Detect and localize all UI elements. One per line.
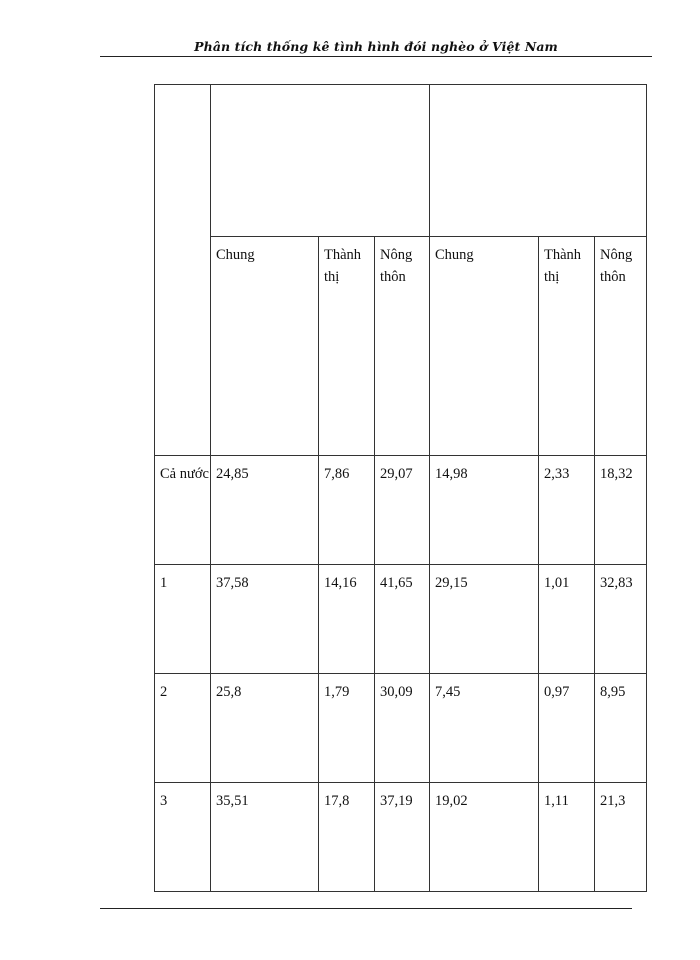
poverty-table [154, 84, 647, 892]
table-cell: 19,02 [430, 783, 539, 892]
table-cell: 21,3 [595, 783, 647, 892]
table-cell: 14,16 [319, 565, 375, 674]
table-cell: 24,85 [211, 456, 319, 565]
table-row [155, 783, 647, 892]
table-group-header-row [155, 85, 647, 237]
header-title: Phân tích thống kê tình hình đói nghèo ở Việt Nam [194, 39, 558, 54]
column-header: Thành thị [539, 237, 595, 456]
column-header: Chung [211, 237, 319, 456]
table-cell: 7,45 [430, 674, 539, 783]
table-cell: 37,58 [211, 565, 319, 674]
table-cell: 37,19 [375, 783, 430, 892]
table-cell: 25,8 [211, 674, 319, 783]
table-cell: 0,97 [539, 674, 595, 783]
table-cell: 2,33 [539, 456, 595, 565]
table-cell: 35,51 [211, 783, 319, 892]
column-header: Nông thôn [595, 237, 647, 456]
table-cell: 32,83 [595, 565, 647, 674]
group-header-cell [211, 85, 430, 237]
table-cell: 14,98 [430, 456, 539, 565]
table-cell: 29,15 [430, 565, 539, 674]
table-cell: 29,07 [375, 456, 430, 565]
row-label: 2 [155, 674, 211, 783]
table-cell: 17,8 [319, 783, 375, 892]
table-cell: 7,86 [319, 456, 375, 565]
page-header [100, 38, 652, 57]
table-cell: 18,32 [595, 456, 647, 565]
column-header: Nông thôn [375, 237, 430, 456]
row-label: 3 [155, 783, 211, 892]
footer-divider [100, 908, 632, 909]
table-cell: 41,65 [375, 565, 430, 674]
group-header-cell [430, 85, 647, 237]
table-row [155, 674, 647, 783]
column-header: Chung [430, 237, 539, 456]
table-column-header-row [155, 237, 647, 456]
row-label: 1 [155, 565, 211, 674]
table-row [155, 565, 647, 674]
table-cell: 1,79 [319, 674, 375, 783]
table-cell: 1,01 [539, 565, 595, 674]
table-corner-cell [155, 85, 211, 456]
table-cell: 8,95 [595, 674, 647, 783]
row-label: Cả nước [155, 456, 211, 565]
table-cell: 1,11 [539, 783, 595, 892]
column-header: Thành thị [319, 237, 375, 456]
table-cell: 30,09 [375, 674, 430, 783]
table-row [155, 456, 647, 565]
